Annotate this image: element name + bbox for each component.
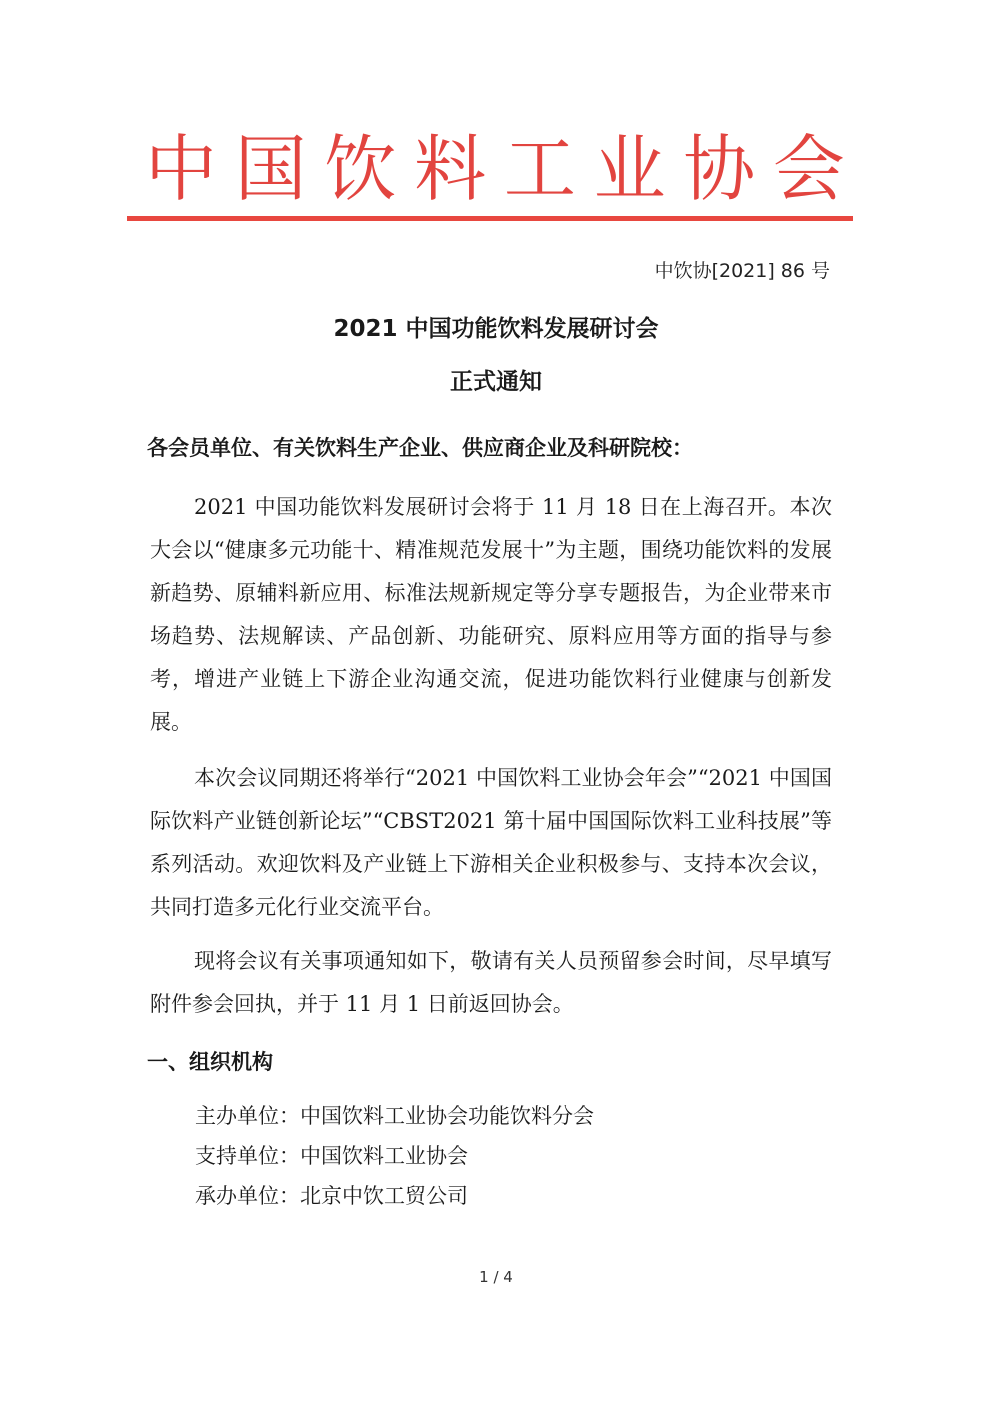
organization-item: 主办单位：中国饮料工业协会功能饮料分会 bbox=[195, 1104, 594, 1128]
organization-item: 支持单位：中国饮料工业协会 bbox=[195, 1144, 468, 1168]
body-paragraph: 现将会议有关事项通知如下，敬请有关人员预留参会时间，尽早填写附件参会回执，并于 11 月 1 日前返回协会。 bbox=[150, 949, 832, 1016]
document-subtitle: 正式通知 bbox=[450, 369, 542, 395]
page-number: 1 / 4 bbox=[479, 1268, 513, 1286]
body-paragraph: 2021 中国功能饮料发展研讨会将于 11 月 18 日在上海召开。本次大会以“健康多元功能十、精准规范发展十”为主题，围绕功能饮料的发展新趋势、原辅料新应用、标准法规新规定等分享专题报告，为企业带来市场趋势、法规解读、产品创新、功能研究、原料应用等方面的指导与参考，增进产业链上下游企业沟通交流，促进功能饮料行业健康与创新发展。 bbox=[150, 495, 832, 734]
letterhead-char: 工 bbox=[503, 127, 576, 211]
letterhead-char: 国 bbox=[234, 127, 307, 211]
letterhead-divider bbox=[127, 216, 853, 221]
section-heading: 一、组织机构 bbox=[147, 1050, 273, 1074]
organization-item: 承办单位：北京中饮工贸公司 bbox=[195, 1184, 468, 1208]
letterhead-char: 业 bbox=[593, 127, 666, 211]
organization-list bbox=[195, 1096, 594, 1216]
letterhead-char: 会 bbox=[772, 127, 845, 211]
letterhead-char: 中 bbox=[145, 127, 218, 211]
letterhead-char: 协 bbox=[683, 127, 756, 211]
document-title: 2021 中国功能饮料发展研讨会 bbox=[333, 316, 659, 342]
salutation: 各会员单位、有关饮料生产企业、供应商企业及科研院校： bbox=[147, 436, 693, 460]
letterhead-org-name bbox=[145, 118, 845, 211]
letterhead-char: 饮 bbox=[324, 127, 397, 211]
body-paragraph: 本次会议同期还将举行“2021 中国饮料工业协会年会”“2021 中国国际饮料产业链创新论坛”“CBST2021 第十届中国国际饮料工业科技展”等系列活动。欢迎饮料及产业链上下游相关企业积极参与、支持本次会议，共同打造多元化行业交流平台。 bbox=[150, 766, 832, 919]
document-number: 中饮协[2021] 86 号 bbox=[654, 260, 830, 282]
letterhead-char: 料 bbox=[414, 127, 487, 211]
